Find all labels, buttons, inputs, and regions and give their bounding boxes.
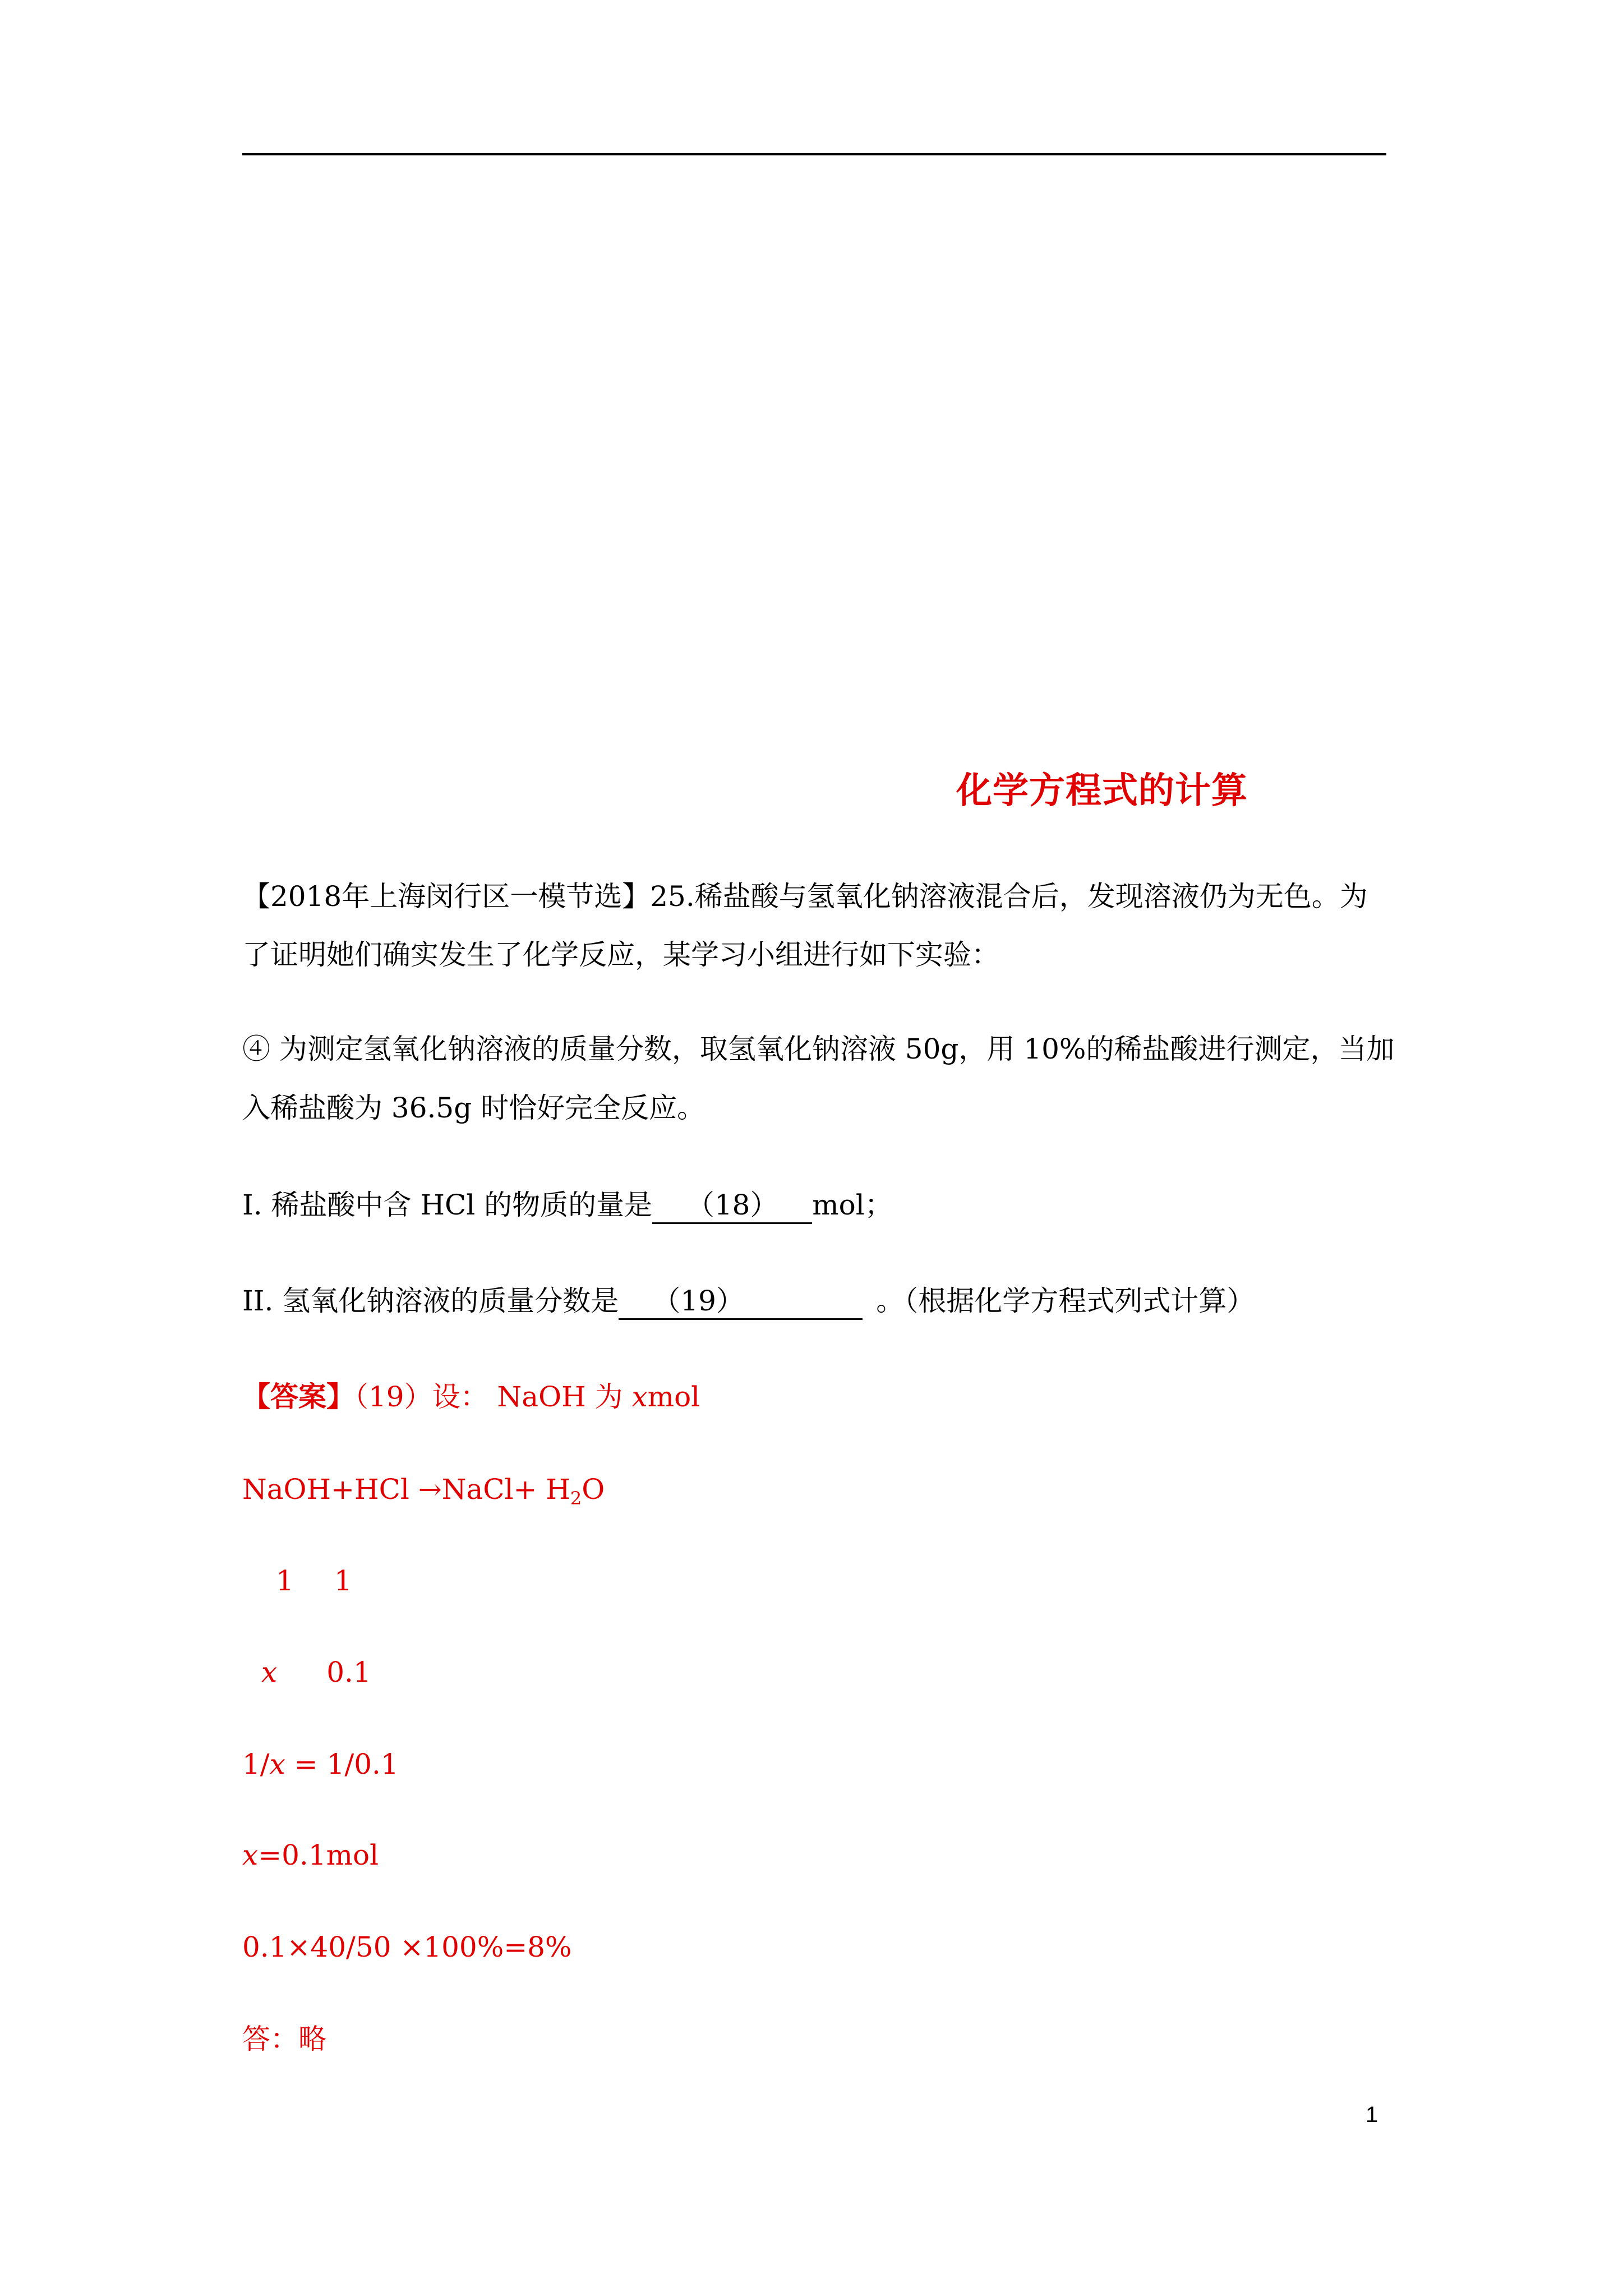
part-2-prefix: II. 氢氧化钠溶液的质量分数是 (242, 1285, 619, 1317)
subscript-2: 2 (570, 1488, 582, 1509)
answer-ratio-row (242, 1561, 352, 1600)
question-part-1 (242, 1185, 893, 1225)
answer-conclusion: 答：略 (242, 2023, 326, 2055)
answer-equation: NaOH+HCl →NaCl+ $H_2O$ (242, 1473, 605, 1509)
answer-percentage: 0.1×40/50 ×100%=8% (242, 1931, 572, 1963)
part-2-suffix: 。（根据化学方程式列式计算） (876, 1285, 1255, 1317)
document-title: 化学方程式的计算 (956, 770, 1248, 812)
answer-variable-x: x (631, 1381, 648, 1413)
answer-heading (242, 1377, 700, 1416)
answer-unit-mol: mol (647, 1381, 700, 1413)
header-rule (242, 153, 1386, 155)
amount-hcl: 0.1 (326, 1656, 371, 1688)
page-number: 1 (1366, 2102, 1378, 2127)
answer-result: x=0.1mol (242, 1839, 379, 1871)
question-intro-line-2: 了证明她们确实发生了化学反应，某学习小组进行如下实验： (242, 938, 999, 971)
part-1-suffix: mol； (812, 1189, 893, 1221)
answer-blank-18: （18） (652, 1188, 812, 1224)
part-1-prefix: I. 稀盐酸中含 HCl 的物质的量是 (242, 1189, 653, 1221)
answer-label: 【答案】 (242, 1381, 354, 1413)
answer-amount-row (242, 1653, 371, 1692)
amount-x: x (261, 1656, 278, 1688)
question-part-2 (242, 1281, 1255, 1320)
ratio-naoh: 1 (276, 1565, 294, 1597)
answer-blank-19: （19） (619, 1283, 863, 1320)
answer-proportion: 1/x = 1/0.1 (242, 1748, 399, 1780)
ratio-hcl: 1 (334, 1565, 352, 1597)
question-item4-line-2: 入稀盐酸为 36.5g 时恰好完全反应。 (242, 1092, 706, 1124)
question-intro-line-1: 【2018年上海闵行区一模节选】25.稀盐酸与氢氧化钠溶液混合后，发现溶液仍为无色。为 (242, 880, 1368, 913)
question-item4-line-1: ④ 为测定氢氧化钠溶液的质量分数，取氢氧化钠溶液 50g，用 10%的稀盐酸进行测定，当加 (242, 1033, 1395, 1065)
answer-step-intro: （19）设： NaOH 为 (354, 1381, 632, 1413)
